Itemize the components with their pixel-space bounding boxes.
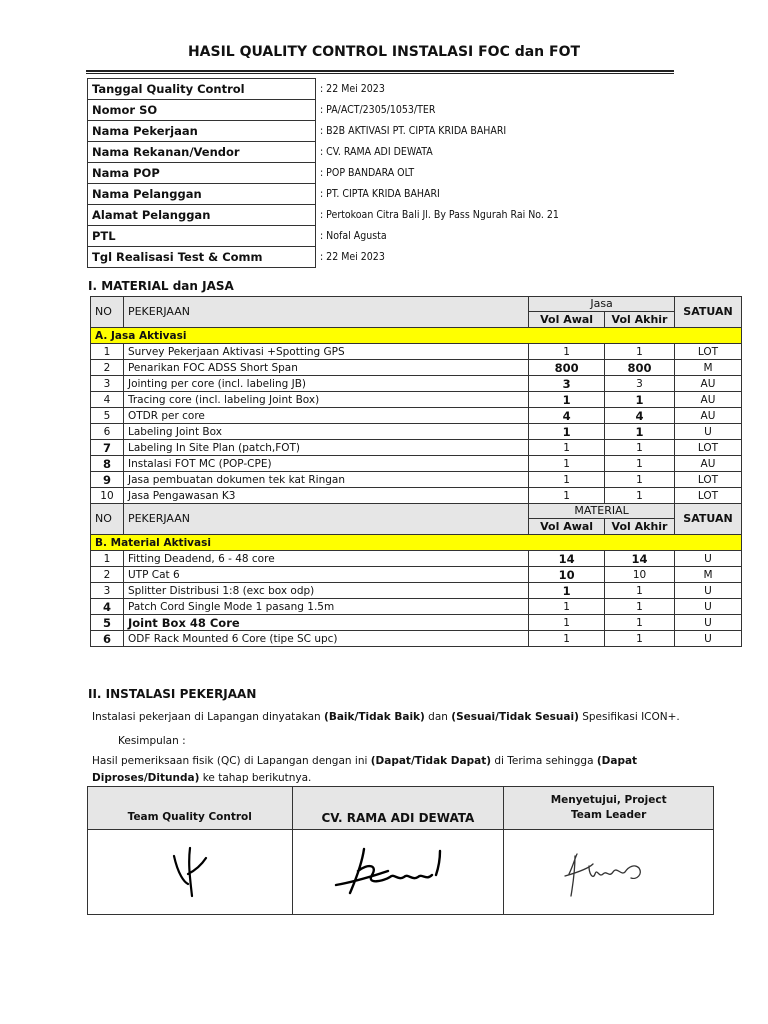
row-vol-akhir: 1 [605, 392, 675, 408]
info-label: Nama Pekerjaan [88, 121, 316, 142]
row-vol-awal: 1 [529, 344, 605, 360]
row-vol-akhir: 1 [605, 456, 675, 472]
col-vol-akhir-header: Vol Akhir [605, 312, 675, 328]
row-vol-akhir: 1 [605, 631, 675, 647]
row-no: 1 [91, 551, 124, 567]
row-item: Labeling Joint Box [123, 424, 528, 440]
info-label: PTL [88, 226, 316, 247]
signature-table [87, 786, 714, 915]
info-value: : 22 Mei 2023 [320, 83, 385, 95]
info-row [88, 100, 742, 121]
info-label: Alamat Pelanggan [88, 205, 316, 226]
row-satuan: AU [674, 408, 741, 424]
text: Spesifikasi ICON+. [578, 711, 680, 723]
info-row [88, 184, 742, 205]
row-vol-akhir: 1 [605, 472, 675, 488]
table-row [91, 583, 742, 599]
col-satuan-header: SATUAN [674, 504, 741, 535]
col-no-header: NO [91, 504, 124, 535]
signature-qc-cell [88, 830, 293, 915]
row-vol-akhir: 1 [605, 488, 675, 504]
col-vol-awal-header: Vol Awal [529, 519, 605, 535]
row-vol-akhir: 10 [605, 567, 675, 583]
sign-header-vendor: CV. RAMA ADI DEWATA [292, 787, 504, 830]
table-row [91, 440, 742, 456]
info-value: : 22 Mei 2023 [320, 251, 385, 263]
info-value: : CV. RAMA ADI DEWATA [320, 146, 433, 158]
table-row [91, 376, 742, 392]
section-material-jasa: I. MATERIAL dan JASA [88, 279, 234, 293]
info-value: : PA/ACT/2305/1053/TER [320, 104, 436, 116]
row-no: 8 [91, 456, 124, 472]
info-row [88, 142, 742, 163]
row-vol-awal: 4 [529, 408, 605, 424]
row-vol-akhir: 1 [605, 344, 675, 360]
row-vol-akhir: 1 [605, 424, 675, 440]
row-vol-akhir: 1 [605, 583, 675, 599]
row-vol-akhir: 3 [605, 376, 675, 392]
option-baik: (Baik/Tidak Baik) [324, 711, 425, 723]
row-satuan: AU [674, 376, 741, 392]
row-item: Labeling In Site Plan (patch,FOT) [123, 440, 528, 456]
table-row [91, 456, 742, 472]
row-no: 5 [91, 615, 124, 631]
row-vol-akhir: 1 [605, 599, 675, 615]
row-satuan: M [674, 360, 741, 376]
row-satuan: AU [674, 456, 741, 472]
table-row [91, 344, 742, 360]
text: di Terima sehingga [491, 755, 597, 767]
row-item: ODF Rack Mounted 6 Core (tipe SC upc) [123, 631, 528, 647]
info-value: : Pertokoan Citra Bali Jl. By Pass Ngurah Rai No. 21 [320, 209, 559, 221]
title-rule-thin [86, 73, 674, 74]
col-group-header: MATERIAL [529, 504, 675, 519]
sign-header-ptl-line2: Team Leader [571, 809, 647, 821]
row-no: 6 [91, 631, 124, 647]
info-table [87, 78, 742, 268]
info-value: : Nofal Agusta [320, 230, 387, 242]
kesimpulan-label: Kesimpulan : [118, 735, 186, 747]
row-satuan: LOT [674, 472, 741, 488]
col-satuan-header: SATUAN [674, 297, 741, 328]
section-instalasi: II. INSTALASI PEKERJAAN [88, 687, 257, 701]
col-pekerjaan-header: PEKERJAAN [123, 504, 528, 535]
row-satuan: U [674, 583, 741, 599]
info-row [88, 163, 742, 184]
row-vol-awal: 1 [529, 599, 605, 615]
text: ke tahap berikutnya. [199, 772, 312, 784]
row-item: Penarikan FOC ADSS Short Span [123, 360, 528, 376]
row-item: Jasa Pengawasan K3 [123, 488, 528, 504]
col-vol-akhir-header: Vol Akhir [605, 519, 675, 535]
row-satuan: U [674, 424, 741, 440]
info-label: Nama Pelanggan [88, 184, 316, 205]
sign-header-ptl-line1: Menyetujui, Project [550, 794, 667, 806]
row-vol-akhir: 1 [605, 440, 675, 456]
info-label: Tgl Realisasi Test & Comm [88, 247, 316, 268]
row-vol-awal: 1 [529, 472, 605, 488]
signature-qc [160, 844, 220, 900]
table-row [91, 567, 742, 583]
row-vol-awal: 3 [529, 376, 605, 392]
group-title: B. Material Aktivasi [91, 535, 742, 551]
row-no: 2 [91, 567, 124, 583]
info-label: Tanggal Quality Control [88, 79, 316, 100]
row-no: 4 [91, 392, 124, 408]
row-satuan: AU [674, 392, 741, 408]
row-vol-awal: 1 [529, 488, 605, 504]
material-jasa-table [90, 296, 742, 647]
row-item: Fitting Deadend, 6 - 48 core [123, 551, 528, 567]
row-item: UTP Cat 6 [123, 567, 528, 583]
row-satuan: U [674, 599, 741, 615]
text: Instalasi pekerjaan di Lapangan dinyatakan [92, 711, 325, 723]
paragraph-statement [92, 709, 732, 726]
table-row [91, 631, 742, 647]
row-vol-awal: 1 [529, 456, 605, 472]
col-vol-awal-header: Vol Awal [529, 312, 605, 328]
col-group-header: Jasa [529, 297, 675, 312]
table-row [91, 392, 742, 408]
signature-ptl [559, 844, 659, 900]
info-value: : PT. CIPTA KRIDA BAHARI [320, 188, 440, 200]
option-dapat: (Dapat/Tidak Dapat) [370, 755, 492, 767]
row-no: 5 [91, 408, 124, 424]
row-no: 2 [91, 360, 124, 376]
info-row [88, 226, 742, 247]
text: dan [424, 711, 452, 723]
row-vol-awal: 1 [529, 440, 605, 456]
row-no: 7 [91, 440, 124, 456]
sign-header-qc: Team Quality Control [88, 787, 293, 830]
row-no: 9 [91, 472, 124, 488]
info-value: : POP BANDARA OLT [320, 167, 415, 179]
row-vol-awal: 10 [529, 567, 605, 583]
info-value: : B2B AKTIVASI PT. CIPTA KRIDA BAHARI [320, 125, 507, 137]
row-satuan: LOT [674, 344, 741, 360]
info-label: Nama Rekanan/Vendor [88, 142, 316, 163]
sign-header-ptl [504, 787, 714, 830]
table-row [91, 615, 742, 631]
row-no: 10 [91, 488, 124, 504]
info-row [88, 205, 742, 226]
row-vol-awal: 1 [529, 424, 605, 440]
row-item: Survey Pekerjaan Aktivasi +Spotting GPS [123, 344, 528, 360]
col-no-header: NO [91, 297, 124, 328]
row-item: Joint Box 48 Core [123, 615, 528, 631]
group-title: A. Jasa Aktivasi [91, 328, 742, 344]
table-row [91, 551, 742, 567]
row-vol-akhir: 1 [605, 615, 675, 631]
row-no: 4 [91, 599, 124, 615]
row-item: Patch Cord Single Mode 1 pasang 1.5m [123, 599, 528, 615]
option-sesuai: (Sesuai/Tidak Sesuai) [451, 711, 579, 723]
info-row [88, 247, 742, 268]
text: Hasil pemeriksaan fisik (QC) di Lapangan dengan ini [92, 755, 371, 767]
row-no: 3 [91, 583, 124, 599]
title-rule [86, 70, 674, 72]
table-row [91, 424, 742, 440]
paragraph-conclusion [92, 753, 732, 787]
row-item: Splitter Distribusi 1:8 (exc box odp) [123, 583, 528, 599]
row-item: Tracing core (incl. labeling Joint Box) [123, 392, 528, 408]
table-row [91, 472, 742, 488]
row-no: 1 [91, 344, 124, 360]
row-item: Instalasi FOT MC (POP-CPE) [123, 456, 528, 472]
table-row [91, 599, 742, 615]
row-item: Jasa pembuatan dokumen tek kat Ringan [123, 472, 528, 488]
signature-ptl-cell [504, 830, 714, 915]
row-vol-awal: 1 [529, 392, 605, 408]
row-satuan: M [674, 567, 741, 583]
table-row [91, 408, 742, 424]
row-satuan: U [674, 615, 741, 631]
row-vol-akhir: 14 [605, 551, 675, 567]
info-row [88, 121, 742, 142]
row-vol-akhir: 800 [605, 360, 675, 376]
row-satuan: LOT [674, 488, 741, 504]
document-title: HASIL QUALITY CONTROL INSTALASI FOC dan FOT [187, 44, 581, 60]
row-vol-awal: 1 [529, 631, 605, 647]
row-satuan: U [674, 551, 741, 567]
row-no: 6 [91, 424, 124, 440]
row-vol-awal: 14 [529, 551, 605, 567]
signature-vendor-cell [292, 830, 504, 915]
option-diproses: (Dapat Diproses/Ditunda) [92, 755, 638, 784]
row-satuan: LOT [674, 440, 741, 456]
signature-vendor [328, 841, 468, 903]
row-vol-awal: 1 [529, 583, 605, 599]
row-no: 3 [91, 376, 124, 392]
table-row [91, 488, 742, 504]
col-pekerjaan-header: PEKERJAAN [123, 297, 528, 328]
row-item: Jointing per core (incl. labeling JB) [123, 376, 528, 392]
row-satuan: U [674, 631, 741, 647]
table-row [91, 360, 742, 376]
row-vol-awal: 1 [529, 615, 605, 631]
row-vol-akhir: 4 [605, 408, 675, 424]
row-vol-awal: 800 [529, 360, 605, 376]
info-row [88, 79, 742, 100]
info-label: Nama POP [88, 163, 316, 184]
info-label: Nomor SO [88, 100, 316, 121]
row-item: OTDR per core [123, 408, 528, 424]
